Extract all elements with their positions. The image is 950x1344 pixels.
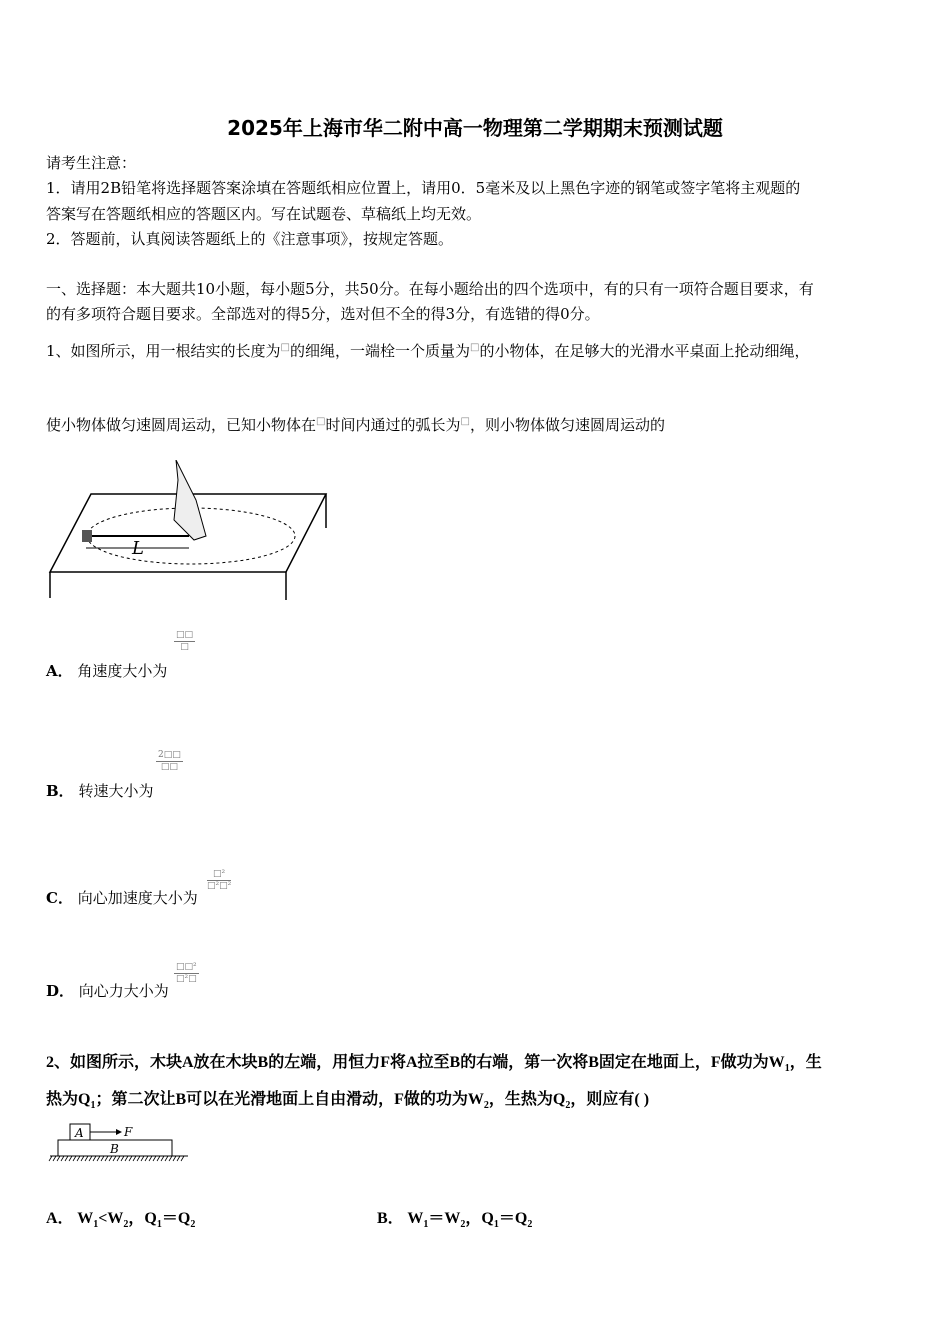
ground-hatch	[125, 1156, 128, 1161]
ground-hatch	[97, 1156, 100, 1161]
notice-heading: 请考生注意：	[46, 154, 137, 172]
option-d[interactable]: D． 向心力大小为	[46, 982, 169, 1000]
ground-hatch	[169, 1156, 172, 1161]
option-b-formula: 2□□ □□	[158, 750, 181, 772]
ground-hatch	[161, 1156, 164, 1161]
option-b[interactable]: B． 转速大小为	[46, 782, 154, 800]
ground-hatch	[153, 1156, 156, 1161]
page-title: 2025年上海市华二附中高一物理第二学期期末预测试题	[227, 116, 723, 140]
ground-hatch	[157, 1156, 160, 1161]
ground-hatch	[121, 1156, 124, 1161]
ground-hatch	[81, 1156, 84, 1161]
question-2-text: 2、如图所示，木块A放在木块B的左端，用恒力F将A拉至B的右端，第一次将B固定在地面上，F做功为$W_1$，生	[46, 1054, 822, 1075]
length-label: L	[132, 538, 144, 559]
option-a[interactable]: A． 角速度大小为	[46, 662, 168, 680]
question-1-text: 使小物体做匀速圆周运动，已知小物体在□时间内通过的弧长为□，则小物体做匀速圆周运动的	[46, 416, 665, 434]
notice-line: 答案写在答题纸相应的答题区内。写在试题卷、草稿纸上均无效。	[46, 205, 482, 223]
ground-hatch	[105, 1156, 108, 1161]
ground-hatch	[149, 1156, 152, 1161]
ground-hatch	[129, 1156, 132, 1161]
ground-hatch	[101, 1156, 104, 1161]
block-b-label: B	[110, 1142, 119, 1156]
ground-hatch	[109, 1156, 112, 1161]
force-label: F	[124, 1125, 133, 1139]
ground-hatch	[57, 1156, 60, 1161]
section-instructions: 一、选择题：本大题共10小题，每小题5分，共50分。在每小题给出的四个选项中，有的只有一项符合题目要求，有	[46, 280, 814, 298]
ground-hatch	[89, 1156, 92, 1161]
option-c-formula: □² □²□²	[207, 869, 232, 891]
ground-hatch	[173, 1156, 176, 1161]
ground-hatch	[65, 1156, 68, 1161]
ground-hatch	[165, 1156, 168, 1161]
q2-option-a[interactable]: A． $W_1<W_2$，$Q_1=Q_2$	[46, 1210, 196, 1231]
ground-hatch	[61, 1156, 64, 1161]
section-instructions: 的有多项符合题目要求。全部选对的得5分，选对但不全的得3分，有选错的得0分。	[46, 305, 600, 323]
ground-hatch	[133, 1156, 136, 1161]
ground-hatch	[177, 1156, 180, 1161]
question-1-figure	[46, 460, 336, 605]
option-d-formula: □□² □²□	[176, 962, 197, 984]
ground-hatch	[77, 1156, 80, 1161]
ground-hatch	[141, 1156, 144, 1161]
ground-hatch	[69, 1156, 72, 1161]
ground-hatch	[73, 1156, 76, 1161]
option-c[interactable]: C． 向心加速度大小为	[46, 889, 198, 907]
question-1-text: 1、如图所示，用一根结实的长度为□的细绳，一端栓一个质量为□的小物体，在足够大的光滑水平桌面上抡动细绳，	[46, 342, 810, 360]
ground-hatch	[181, 1156, 184, 1161]
ground-hatch	[85, 1156, 88, 1161]
ground-hatch	[49, 1156, 52, 1161]
option-a-formula: □□ □	[176, 630, 194, 652]
notice-line: 2．答题前，认真阅读答题纸上的《注意事项》，按规定答题。	[46, 230, 454, 248]
question-2-text: 热为$Q_1$；第二次让B可以在光滑地面上自由滑动，F做的功为$W_2$，生热为$Q_2$，则应有( )	[46, 1091, 650, 1112]
ground-hatch	[145, 1156, 148, 1161]
ground-hatch	[117, 1156, 120, 1161]
ground-hatch	[93, 1156, 96, 1161]
ground-hatch	[113, 1156, 116, 1161]
question-2-figure	[46, 1120, 191, 1165]
q2-option-b[interactable]: B． $W_1=W_2$，$Q_1=Q_2$	[377, 1210, 533, 1231]
block-a-label: A	[75, 1126, 84, 1140]
notice-line: 1．请用2B铅笔将选择题答案涂填在答题纸相应位置上，请用0．5毫米及以上黑色字迹的钢笔或签字笔将主观题的	[46, 179, 801, 197]
ground-hatch	[137, 1156, 140, 1161]
ground-hatch	[53, 1156, 56, 1161]
